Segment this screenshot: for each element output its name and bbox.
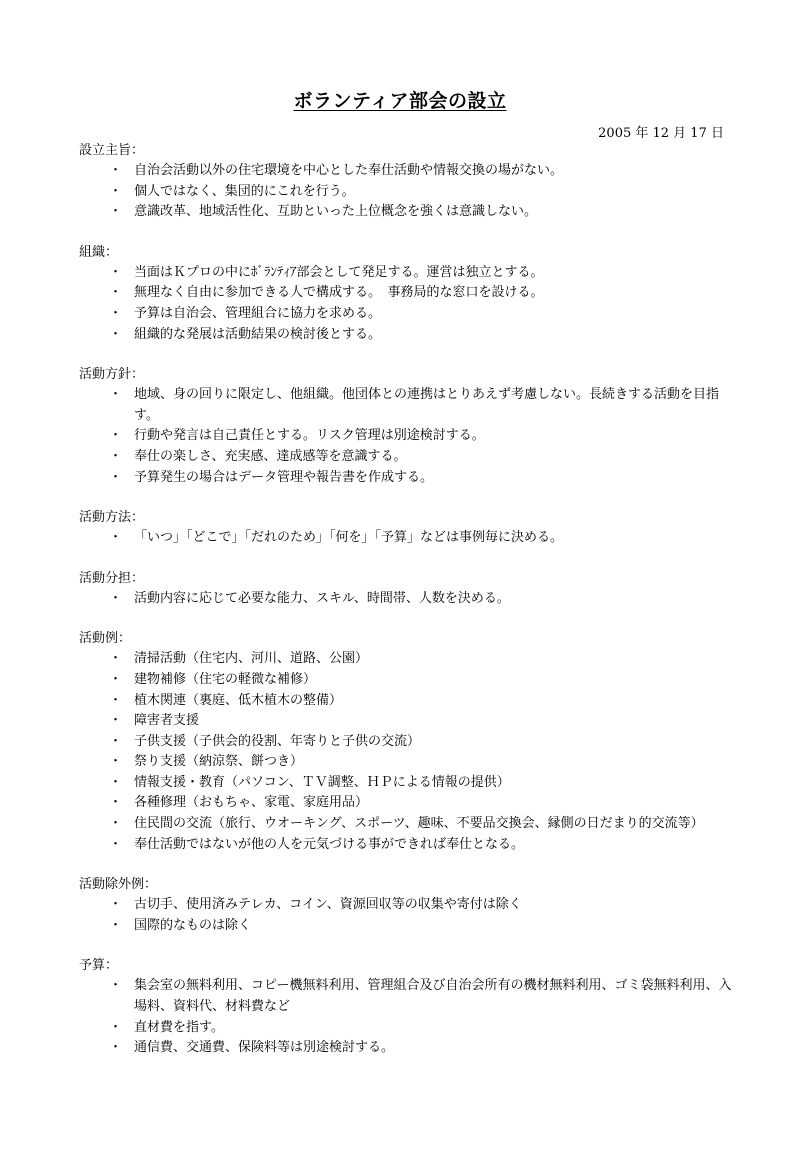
list-item	[79, 202, 734, 223]
bullet-mark: ・	[109, 897, 123, 913]
item-list	[79, 528, 734, 549]
item-list	[79, 895, 734, 936]
bullet-mark: ・	[109, 469, 123, 485]
bullet-mark: ・	[109, 1019, 123, 1035]
item-text: 奉仕の楽しさ、充実感、達成感等を意識する。	[134, 448, 407, 464]
list-item	[79, 752, 734, 773]
item-text: 植木関連（裏庭、低木植木の整備）	[134, 692, 343, 708]
list-item	[79, 325, 734, 346]
list-item	[79, 283, 734, 304]
list-item	[79, 916, 734, 937]
item-text: 古切手、使用済みテレカ、コイン、資源回収等の収集や寄付は除く	[134, 897, 522, 913]
section-heading: 活動例：	[79, 631, 132, 647]
item-text: 祭り支援（納涼祭、餅つき）	[134, 754, 304, 770]
section-division	[79, 569, 734, 610]
item-text: 情報支援・教育（パソコン、ＴＶ調整、ＨＰによる情報の提供）	[134, 774, 510, 790]
bullet-mark: ・	[109, 530, 123, 546]
bullet-mark: ・	[109, 671, 123, 687]
item-list	[79, 649, 734, 855]
list-item	[79, 649, 734, 670]
page-title: ボランティア部会の設立	[293, 90, 507, 112]
list-item	[79, 711, 734, 732]
item-text: 組織的な発展は活動結果の検討後とする。	[134, 326, 382, 342]
item-text: 地域、身の回りに限定し、他組織。他団体との連携はとりあえず考慮しない。長続きする活動を目指す。	[134, 387, 720, 423]
bullet-mark: ・	[109, 264, 123, 280]
bullet-mark: ・	[109, 204, 123, 220]
list-item	[79, 895, 734, 916]
bullet-mark: ・	[109, 183, 123, 199]
item-text: 子供支援（子供会的役割、年寄りと子供の交流）	[134, 733, 421, 749]
list-item	[79, 468, 734, 489]
section-heading: 活動方法：	[79, 510, 145, 526]
item-text: 直材費を指す。	[134, 1019, 224, 1035]
item-text: 予算は自治会、管理組合に協力を求める。	[134, 305, 382, 321]
bullet-mark: ・	[109, 326, 123, 342]
item-text: 奉仕活動ではないが他の人を元気づける事ができれば奉仕となる。	[134, 836, 525, 852]
list-item	[79, 670, 734, 691]
list-item	[79, 304, 734, 325]
item-list	[79, 976, 734, 1058]
list-item	[79, 385, 734, 426]
bullet-mark: ・	[109, 917, 123, 933]
section-heading: 予算：	[79, 958, 119, 974]
bullet-mark: ・	[109, 285, 123, 301]
bullet-mark: ・	[109, 1040, 123, 1056]
section-heading: 活動分担：	[79, 570, 145, 586]
bullet-mark: ・	[109, 428, 123, 444]
item-text: 集会室の無料利用、コピー機無料利用、管理組合及び自治会所有の機材無料利用、ゴミ袋無料利用、入場料、資料代、材料費など	[134, 978, 732, 1015]
list-item	[79, 589, 734, 610]
bullet-mark: ・	[109, 713, 123, 729]
item-text: 各種修理（おもちゃ、家電、家庭用品）	[134, 795, 369, 811]
bullet-mark: ・	[109, 651, 123, 667]
section-organization	[79, 243, 734, 345]
bullet-mark: ・	[109, 836, 123, 852]
item-list	[79, 589, 734, 610]
item-text: 住民間の交流（旅行、ウオーキング、スポーツ、趣味、不要品交換会、縁側の日だまり的交流等）	[134, 816, 704, 832]
item-text: 予算発生の場合はデータ管理や報告書を作成する。	[134, 469, 434, 485]
list-item	[79, 161, 734, 182]
list-item	[79, 182, 734, 203]
list-item	[79, 1038, 734, 1059]
list-item	[79, 447, 734, 468]
item-text: 清掃活動（住宅内、河川、道路、公園）	[134, 651, 369, 667]
list-item	[79, 528, 734, 549]
bullet-mark: ・	[109, 978, 123, 994]
item-text: 自治会活動以外の住宅環境を中心とした奉仕活動や情報交換の場がない。	[134, 163, 564, 178]
section-heading: 活動方針：	[79, 367, 145, 383]
list-item	[79, 732, 734, 753]
item-list	[79, 385, 734, 488]
list-item	[79, 976, 734, 1017]
bullet-mark: ・	[109, 692, 123, 708]
bullet-mark: ・	[109, 774, 123, 790]
item-text: 「いつ」「どこで」「だれのため」「何を」「予算」などは事例毎に決める。	[134, 530, 564, 546]
item-text: 個人ではなく、集団的にこれを行う。	[134, 183, 355, 199]
document-date: 2005 年 12 月 17 日	[598, 126, 724, 141]
section-heading: 活動除外例：	[79, 877, 158, 893]
bullet-mark: ・	[109, 816, 123, 832]
section-budget	[79, 956, 734, 1058]
list-item	[79, 793, 734, 814]
list-item	[79, 426, 734, 447]
bullet-mark: ・	[109, 590, 123, 606]
section-policy	[79, 365, 734, 488]
bullet-mark: ・	[109, 733, 123, 749]
section-purpose	[79, 141, 734, 223]
bullet-mark: ・	[109, 163, 123, 178]
bullet-mark: ・	[109, 387, 123, 403]
item-text: 無理なく自由に参加できる人で構成する。 事務局的な窓口を設ける。	[134, 285, 544, 301]
section-method	[79, 508, 734, 549]
item-text: 意識改革、地域活性化、互助といった上位概念を強くは意識しない。	[134, 204, 538, 220]
section-exclusions	[79, 875, 734, 936]
item-list	[79, 161, 734, 223]
section-list	[79, 141, 734, 1059]
section-examples	[79, 629, 734, 855]
item-text: 障害者支援	[134, 713, 200, 729]
item-text: 行動や発言は自己責任とする。リスク管理は別途検討する。	[134, 428, 485, 444]
section-heading: 組織：	[79, 244, 119, 260]
item-text: 建物補修（住宅の軽微な補修）	[134, 671, 317, 687]
list-item	[79, 814, 734, 835]
list-item	[79, 263, 734, 284]
list-item	[79, 1018, 734, 1039]
list-item	[79, 773, 734, 794]
item-text: 活動内容に応じて必要な能力、スキル、時間帯、人数を決める。	[134, 590, 510, 606]
bullet-mark: ・	[109, 795, 123, 811]
item-text: 国際的なものは除く	[134, 917, 252, 933]
section-heading: 設立主旨：	[79, 143, 145, 158]
bullet-mark: ・	[109, 305, 123, 321]
item-text: 通信費、交通費、保険料等は別途検討する。	[134, 1040, 395, 1056]
list-item	[79, 691, 734, 712]
bullet-mark: ・	[109, 448, 123, 464]
bullet-mark: ・	[109, 754, 123, 770]
item-text: 当面はＫプロの中にﾎﾞﾗﾝﾃｨｱ部会として発足する。運営は独立とする。	[134, 264, 544, 280]
item-list	[79, 263, 734, 345]
list-item	[79, 835, 734, 856]
